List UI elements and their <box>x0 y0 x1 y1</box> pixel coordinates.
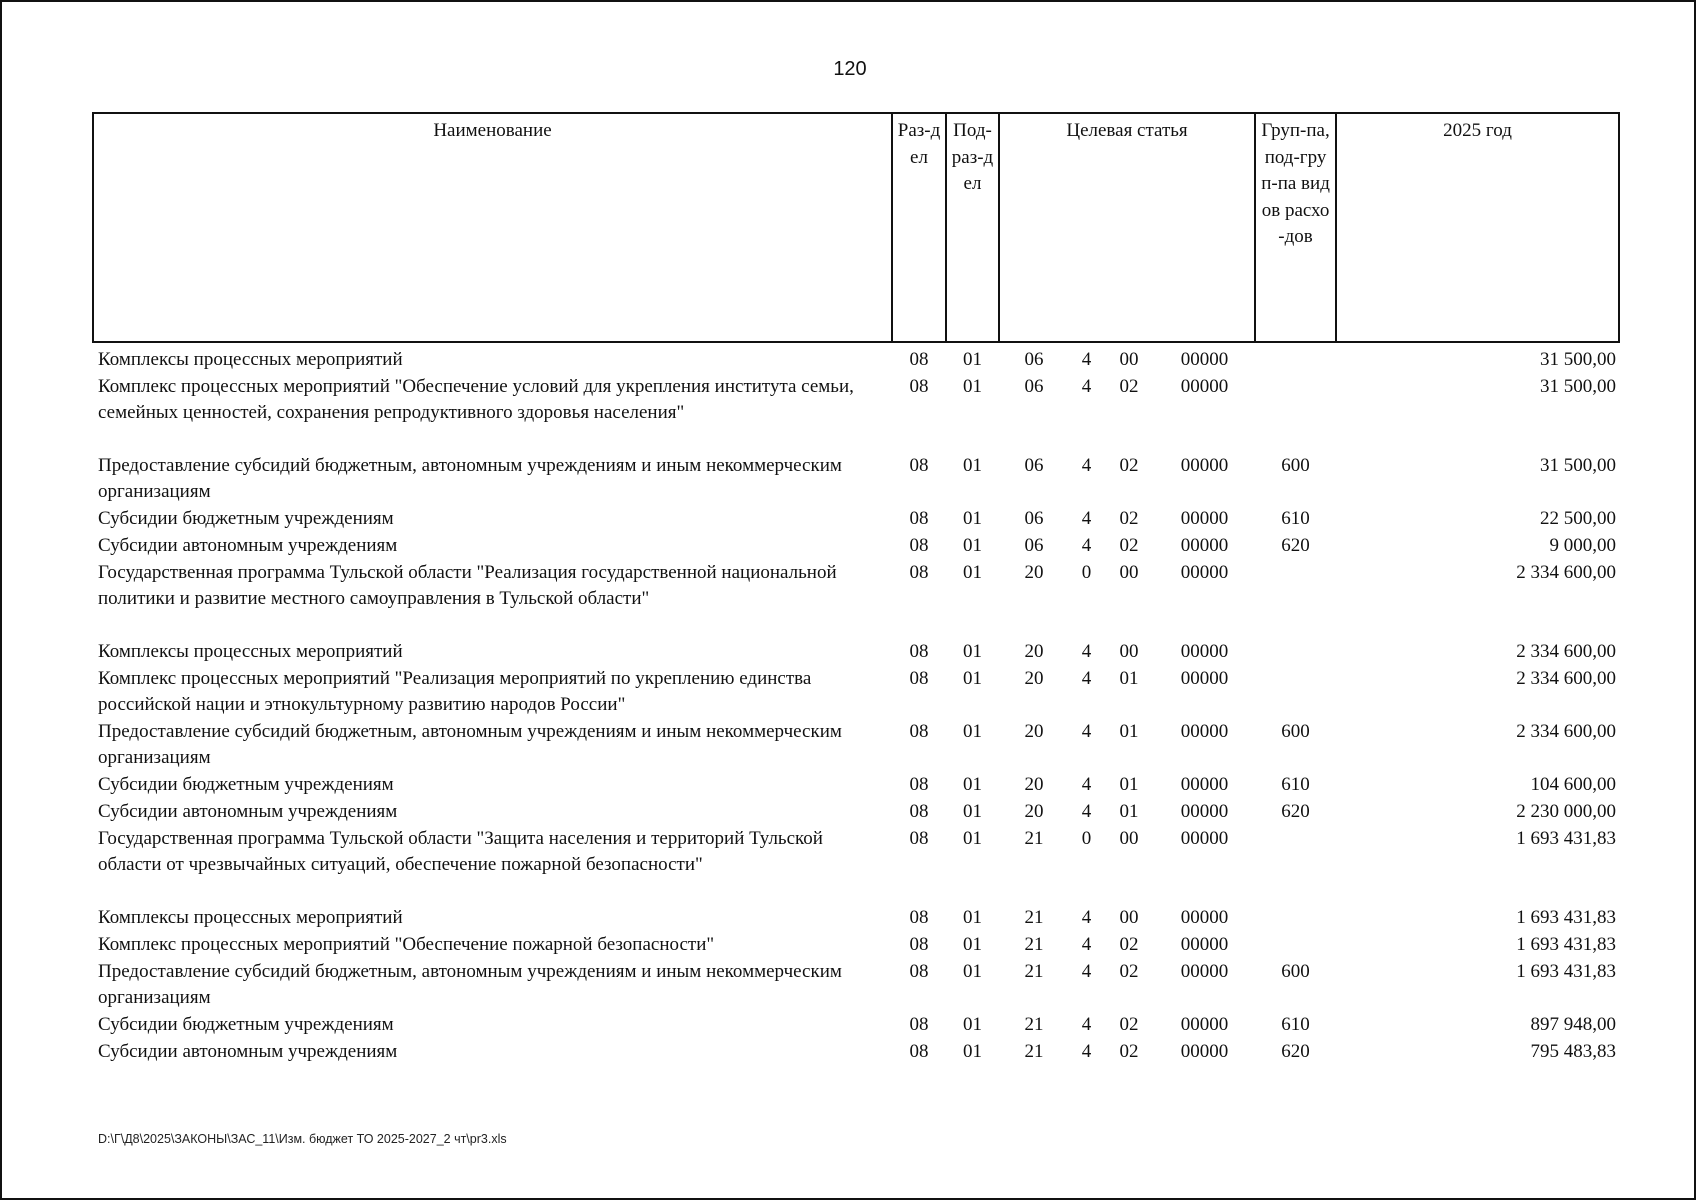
table-row <box>93 638 1619 665</box>
row-subsection: 01 <box>963 721 982 742</box>
row-name: Предоставление субсидий бюджетным, автономным учреждениям и иным некоммерческим организациям <box>98 455 842 502</box>
row-target-direction: 00000 <box>1180 668 1229 689</box>
row-section: 08 <box>909 641 929 662</box>
row-amount: 1 693 431,83 <box>1516 907 1617 928</box>
row-name: Комплекс процессных мероприятий "Реализация мероприятий по укреплению единства российской нации и этнокультурному развитию народов России" <box>98 668 812 715</box>
row-target-direction: 00000 <box>1180 641 1229 662</box>
row-expense-group: 610 <box>1281 508 1310 529</box>
budget-table <box>92 112 1620 1065</box>
row-expense-group: 620 <box>1281 535 1310 556</box>
row-target-direction: 00000 <box>1180 376 1229 397</box>
row-target-program: 21 <box>1024 961 1044 982</box>
row-target-program: 20 <box>1024 801 1044 822</box>
row-expense-group <box>1255 931 1336 958</box>
row-target-program: 20 <box>1024 774 1044 795</box>
row-target-type: 4 <box>1081 961 1092 982</box>
row-target-direction: 00000 <box>1180 455 1229 476</box>
row-target-program: 20 <box>1024 721 1044 742</box>
row-name: Комплекс процессных мероприятий "Обеспечение условий для укрепления института семьи, семейных ценностей, сохранения репродуктивного здоровья населения" <box>98 376 854 423</box>
table-row <box>93 718 1619 771</box>
row-target-direction: 00000 <box>1180 828 1229 849</box>
row-target-program: 06 <box>1024 508 1044 529</box>
row-subsection: 01 <box>963 535 982 556</box>
row-target-direction: 00000 <box>1180 801 1229 822</box>
row-target-program: 06 <box>1024 535 1044 556</box>
row-expense-group: 610 <box>1281 1014 1310 1035</box>
row-target-type: 4 <box>1081 1014 1092 1035</box>
row-subsection: 01 <box>963 961 982 982</box>
row-target-type: 4 <box>1081 641 1092 662</box>
row-target-type: 4 <box>1081 349 1092 370</box>
table-row <box>93 665 1619 718</box>
header-section-text: Раз-дел <box>897 120 941 168</box>
row-target-type: 0 <box>1081 562 1092 583</box>
row-target-type: 4 <box>1081 668 1092 689</box>
row-target-direction: 00000 <box>1180 934 1229 955</box>
row-expense-group <box>1255 665 1336 718</box>
row-expense-group <box>1255 342 1336 373</box>
header-group-text: Груп-па, под-груп-па видов расхо-дов <box>1261 120 1330 247</box>
row-amount: 1 693 431,83 <box>1516 934 1617 955</box>
row-target-type: 4 <box>1081 508 1092 529</box>
row-target-program: 06 <box>1024 455 1044 476</box>
row-subsection: 01 <box>963 562 982 583</box>
row-amount: 2 230 000,00 <box>1516 801 1617 822</box>
row-section: 08 <box>909 907 929 928</box>
row-expense-group <box>1255 559 1336 638</box>
row-amount: 104 600,00 <box>1530 774 1617 795</box>
table-row <box>93 1011 1619 1038</box>
row-subsection: 01 <box>963 376 982 397</box>
table-row <box>93 931 1619 958</box>
row-target-type: 4 <box>1081 1041 1092 1062</box>
row-target-type: 4 <box>1081 801 1092 822</box>
table-row <box>93 904 1619 931</box>
row-amount: 31 500,00 <box>1540 376 1617 397</box>
row-expense-group <box>1255 825 1336 904</box>
row-subsection: 01 <box>963 907 982 928</box>
row-amount: 2 334 600,00 <box>1516 641 1617 662</box>
row-target-complex: 00 <box>1119 562 1139 583</box>
row-target-complex: 00 <box>1119 641 1139 662</box>
row-name: Комплексы процессных мероприятий <box>98 907 403 928</box>
row-section: 08 <box>909 774 929 795</box>
row-subsection: 01 <box>963 668 982 689</box>
row-amount: 897 948,00 <box>1530 1014 1617 1035</box>
row-name: Субсидии бюджетным учреждениям <box>98 508 394 529</box>
row-subsection: 01 <box>963 1014 982 1035</box>
row-section: 08 <box>909 934 929 955</box>
row-target-type: 4 <box>1081 774 1092 795</box>
row-section: 08 <box>909 1014 929 1035</box>
row-target-program: 20 <box>1024 562 1044 583</box>
row-target-complex: 00 <box>1119 349 1139 370</box>
row-amount: 9 000,00 <box>1549 535 1617 556</box>
header-name: Наименование <box>93 113 892 342</box>
table-row <box>93 958 1619 1011</box>
row-section: 08 <box>909 801 929 822</box>
row-target-program: 21 <box>1024 1014 1044 1035</box>
table-body <box>93 342 1619 1065</box>
row-amount: 2 334 600,00 <box>1516 668 1617 689</box>
row-target-direction: 00000 <box>1180 961 1229 982</box>
row-target-program: 21 <box>1024 1041 1044 1062</box>
row-target-complex: 01 <box>1119 774 1139 795</box>
header-subsection <box>946 113 999 342</box>
row-name: Субсидии автономным учреждениям <box>98 1041 398 1062</box>
row-name: Государственная программа Тульской области "Защита населения и территорий Тульской области от чрезвычайных ситуаций, обеспечение пожарной безопасности" <box>98 828 823 875</box>
row-name: Комплексы процессных мероприятий <box>98 641 403 662</box>
row-subsection: 01 <box>963 801 982 822</box>
row-target-direction: 00000 <box>1180 907 1229 928</box>
table-row <box>93 342 1619 373</box>
row-target-program: 20 <box>1024 668 1044 689</box>
row-subsection: 01 <box>963 828 982 849</box>
row-amount: 31 500,00 <box>1540 349 1617 370</box>
row-target-complex: 02 <box>1119 376 1139 397</box>
row-subsection: 01 <box>963 508 982 529</box>
header-subsection-text: Под-раз-дел <box>951 120 994 194</box>
table-row <box>93 373 1619 452</box>
row-target-direction: 00000 <box>1180 562 1229 583</box>
table-row <box>93 798 1619 825</box>
table-row <box>93 505 1619 532</box>
row-target-complex: 02 <box>1119 961 1139 982</box>
row-amount: 31 500,00 <box>1540 455 1617 476</box>
row-subsection: 01 <box>963 455 982 476</box>
row-target-type: 4 <box>1081 907 1092 928</box>
row-target-program: 21 <box>1024 828 1044 849</box>
table-row <box>93 1038 1619 1065</box>
row-target-complex: 02 <box>1119 508 1139 529</box>
row-target-complex: 00 <box>1119 828 1139 849</box>
row-section: 08 <box>909 562 929 583</box>
row-name: Субсидии бюджетным учреждениям <box>98 774 394 795</box>
row-section: 08 <box>909 508 929 529</box>
row-name: Предоставление субсидий бюджетным, автономным учреждениям и иным некоммерческим организациям <box>98 721 842 768</box>
row-target-complex: 02 <box>1119 1041 1139 1062</box>
row-amount: 795 483,83 <box>1530 1041 1617 1062</box>
table-row <box>93 532 1619 559</box>
row-expense-group: 620 <box>1281 1041 1310 1062</box>
row-target-complex: 02 <box>1119 455 1139 476</box>
table-row <box>93 559 1619 638</box>
row-target-program: 20 <box>1024 641 1044 662</box>
row-target-program: 21 <box>1024 907 1044 928</box>
row-target-program: 06 <box>1024 349 1044 370</box>
row-subsection: 01 <box>963 934 982 955</box>
row-section: 08 <box>909 535 929 556</box>
row-section: 08 <box>909 668 929 689</box>
row-target-direction: 00000 <box>1180 535 1229 556</box>
row-target-direction: 00000 <box>1180 1041 1229 1062</box>
row-target-direction: 00000 <box>1180 1014 1229 1035</box>
row-target-type: 4 <box>1081 455 1092 476</box>
row-subsection: 01 <box>963 1041 982 1062</box>
row-subsection: 01 <box>963 774 982 795</box>
row-amount: 2 334 600,00 <box>1516 721 1617 742</box>
row-target-program: 06 <box>1024 376 1044 397</box>
row-expense-group: 600 <box>1281 455 1310 476</box>
row-expense-group <box>1255 904 1336 931</box>
row-target-direction: 00000 <box>1180 774 1229 795</box>
row-target-type: 4 <box>1081 535 1092 556</box>
row-section: 08 <box>909 961 929 982</box>
row-expense-group: 620 <box>1281 801 1310 822</box>
row-target-complex: 01 <box>1119 721 1139 742</box>
row-name: Предоставление субсидий бюджетным, автономным учреждениям и иным некоммерческим организациям <box>98 961 842 1008</box>
row-target-program: 21 <box>1024 934 1044 955</box>
header-section <box>892 113 946 342</box>
row-target-type: 4 <box>1081 934 1092 955</box>
row-subsection: 01 <box>963 349 982 370</box>
row-target-direction: 00000 <box>1180 508 1229 529</box>
row-section: 08 <box>909 349 929 370</box>
page-number: 120 <box>833 58 867 80</box>
row-target-complex: 02 <box>1119 1014 1139 1035</box>
header-target: Целевая статья <box>999 113 1255 342</box>
header-year: 2025 год <box>1336 113 1619 342</box>
row-section: 08 <box>909 1041 929 1062</box>
row-target-complex: 02 <box>1119 934 1139 955</box>
table-row <box>93 825 1619 904</box>
row-amount: 22 500,00 <box>1540 508 1617 529</box>
row-name: Субсидии автономным учреждениям <box>98 535 398 556</box>
table-header <box>93 113 1619 342</box>
row-section: 08 <box>909 376 929 397</box>
row-name: Государственная программа Тульской области "Реализация государственной национальной политики и развитие местного самоуправления в Тульской области" <box>98 562 837 609</box>
row-name: Субсидии автономным учреждениям <box>98 801 398 822</box>
table-row <box>93 771 1619 798</box>
row-target-complex: 02 <box>1119 535 1139 556</box>
row-amount: 1 693 431,83 <box>1516 828 1617 849</box>
row-name: Комплекс процессных мероприятий "Обеспечение пожарной безопасности" <box>98 934 715 955</box>
row-amount: 2 334 600,00 <box>1516 562 1617 583</box>
row-target-complex: 00 <box>1119 907 1139 928</box>
row-section: 08 <box>909 828 929 849</box>
row-target-type: 0 <box>1081 828 1092 849</box>
row-target-direction: 00000 <box>1180 349 1229 370</box>
row-target-direction: 00000 <box>1180 721 1229 742</box>
row-expense-group <box>1255 373 1336 452</box>
header-group <box>1255 113 1336 342</box>
row-amount: 1 693 431,83 <box>1516 961 1617 982</box>
row-name: Субсидии бюджетным учреждениям <box>98 1014 394 1035</box>
row-target-complex: 01 <box>1119 801 1139 822</box>
row-name: Комплексы процессных мероприятий <box>98 349 403 370</box>
row-target-type: 4 <box>1081 721 1092 742</box>
row-expense-group <box>1255 638 1336 665</box>
row-subsection: 01 <box>963 641 982 662</box>
row-target-complex: 01 <box>1119 668 1139 689</box>
row-target-type: 4 <box>1081 376 1092 397</box>
row-section: 08 <box>909 721 929 742</box>
row-expense-group: 600 <box>1281 961 1310 982</box>
file-path-footer: D:\Г\Д8\2025\ЗАКОНЫ\ЗАС_11\Изм. бюджет ТО 2025-2027_2 чт\pr3.xls <box>98 1132 507 1146</box>
row-expense-group: 600 <box>1281 721 1310 742</box>
row-section: 08 <box>909 455 929 476</box>
table-row <box>93 452 1619 505</box>
row-expense-group: 610 <box>1281 774 1310 795</box>
